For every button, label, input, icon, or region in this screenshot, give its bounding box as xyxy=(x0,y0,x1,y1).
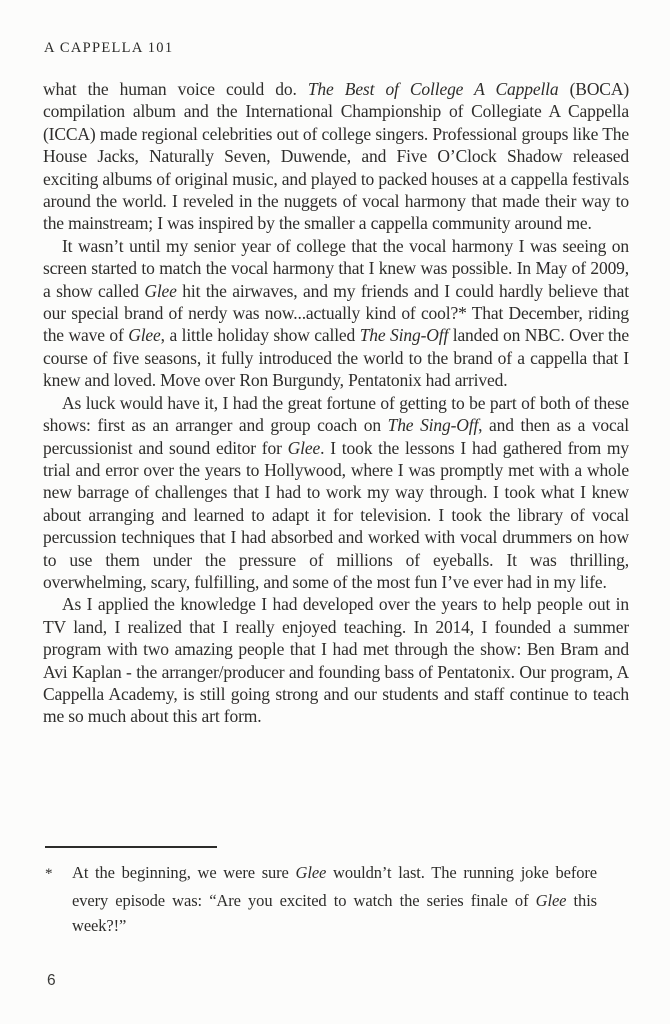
footnote-marker: * xyxy=(45,866,53,882)
paragraph: what the human voice could do. The Best of College A Cappella (BOCA) compilation album and the International Championship of Collegiate A Cappella (ICCA) made regional celebrities out of college singers. Professional groups like The House Jacks, Naturally Seven, Duwende, and Five O’Clock Shadow released exciting albums of original music, and played to packed houses at a cappella festivals around the world. I reveled in the nuggets of vocal harmony that made their way to the mainstream; I was inspired by the smaller a cappella community around me. xyxy=(43,79,629,234)
footnote-body: At the beginning, we were sure Glee wouldn’t last. The running joke before every episode was: “Are you excited to watch the series finale of Glee this week?!” xyxy=(72,863,597,935)
paragraph: As luck would have it, I had the great fortune of getting to be part of both of these shows: first as an arranger and group coach on The Sing-Off, and then as a vocal percussionist and sound editor for Glee. I took the lessons I had gathered from my trial and error over the years to Hollywood, where I was promptly met with a whole new barrage of challenges that I had to work my way through. I took what I knew about arranging and learned to adapt it for television. I took the library of vocal percussion techniques that I had absorbed and worked with vocal drummers on how to use them under the pressure of millions of eyeballs. It was thrilling, overwhelming, scary, fulfilling, and some of the most fun I’ve ever had in my life. xyxy=(43,392,629,592)
running-header: A CAPPELLA 101 xyxy=(44,40,174,56)
footnote-divider xyxy=(45,846,217,848)
footnote-block xyxy=(45,846,597,939)
body-text xyxy=(43,78,629,844)
paragraph: It wasn’t until my senior year of college that the vocal harmony I was seeing on screen started to match the vocal harmony that I knew was possible. In May of 2009, a show called Glee hit the airwaves, and my friends and I could hardly believe that our special brand of nerdy was now...actually kind of cool?* That December, riding the wave of Glee, a little holiday show called The Sing-Off landed on NBC. Over the course of five seasons, it fully introduced the world to the brand of a cappella that I knew and loved. Move over Ron Burgundy, Pentatonix had arrived. xyxy=(43,235,629,391)
footnote xyxy=(45,860,597,939)
page-number: 6 xyxy=(47,972,56,989)
paragraph: As I applied the knowledge I had developed over the years to help people out in TV land, I realized that I really enjoyed teaching. In 2014, I founded a summer program with two amazing people that I had met through the show: Ben Bram and Avi Kaplan - the arranger/producer and founding bass of Pentatonix. Our program, A Cappella Academy, is still going strong and our students and staff continue to teach me so much about this art form. xyxy=(43,594,629,727)
